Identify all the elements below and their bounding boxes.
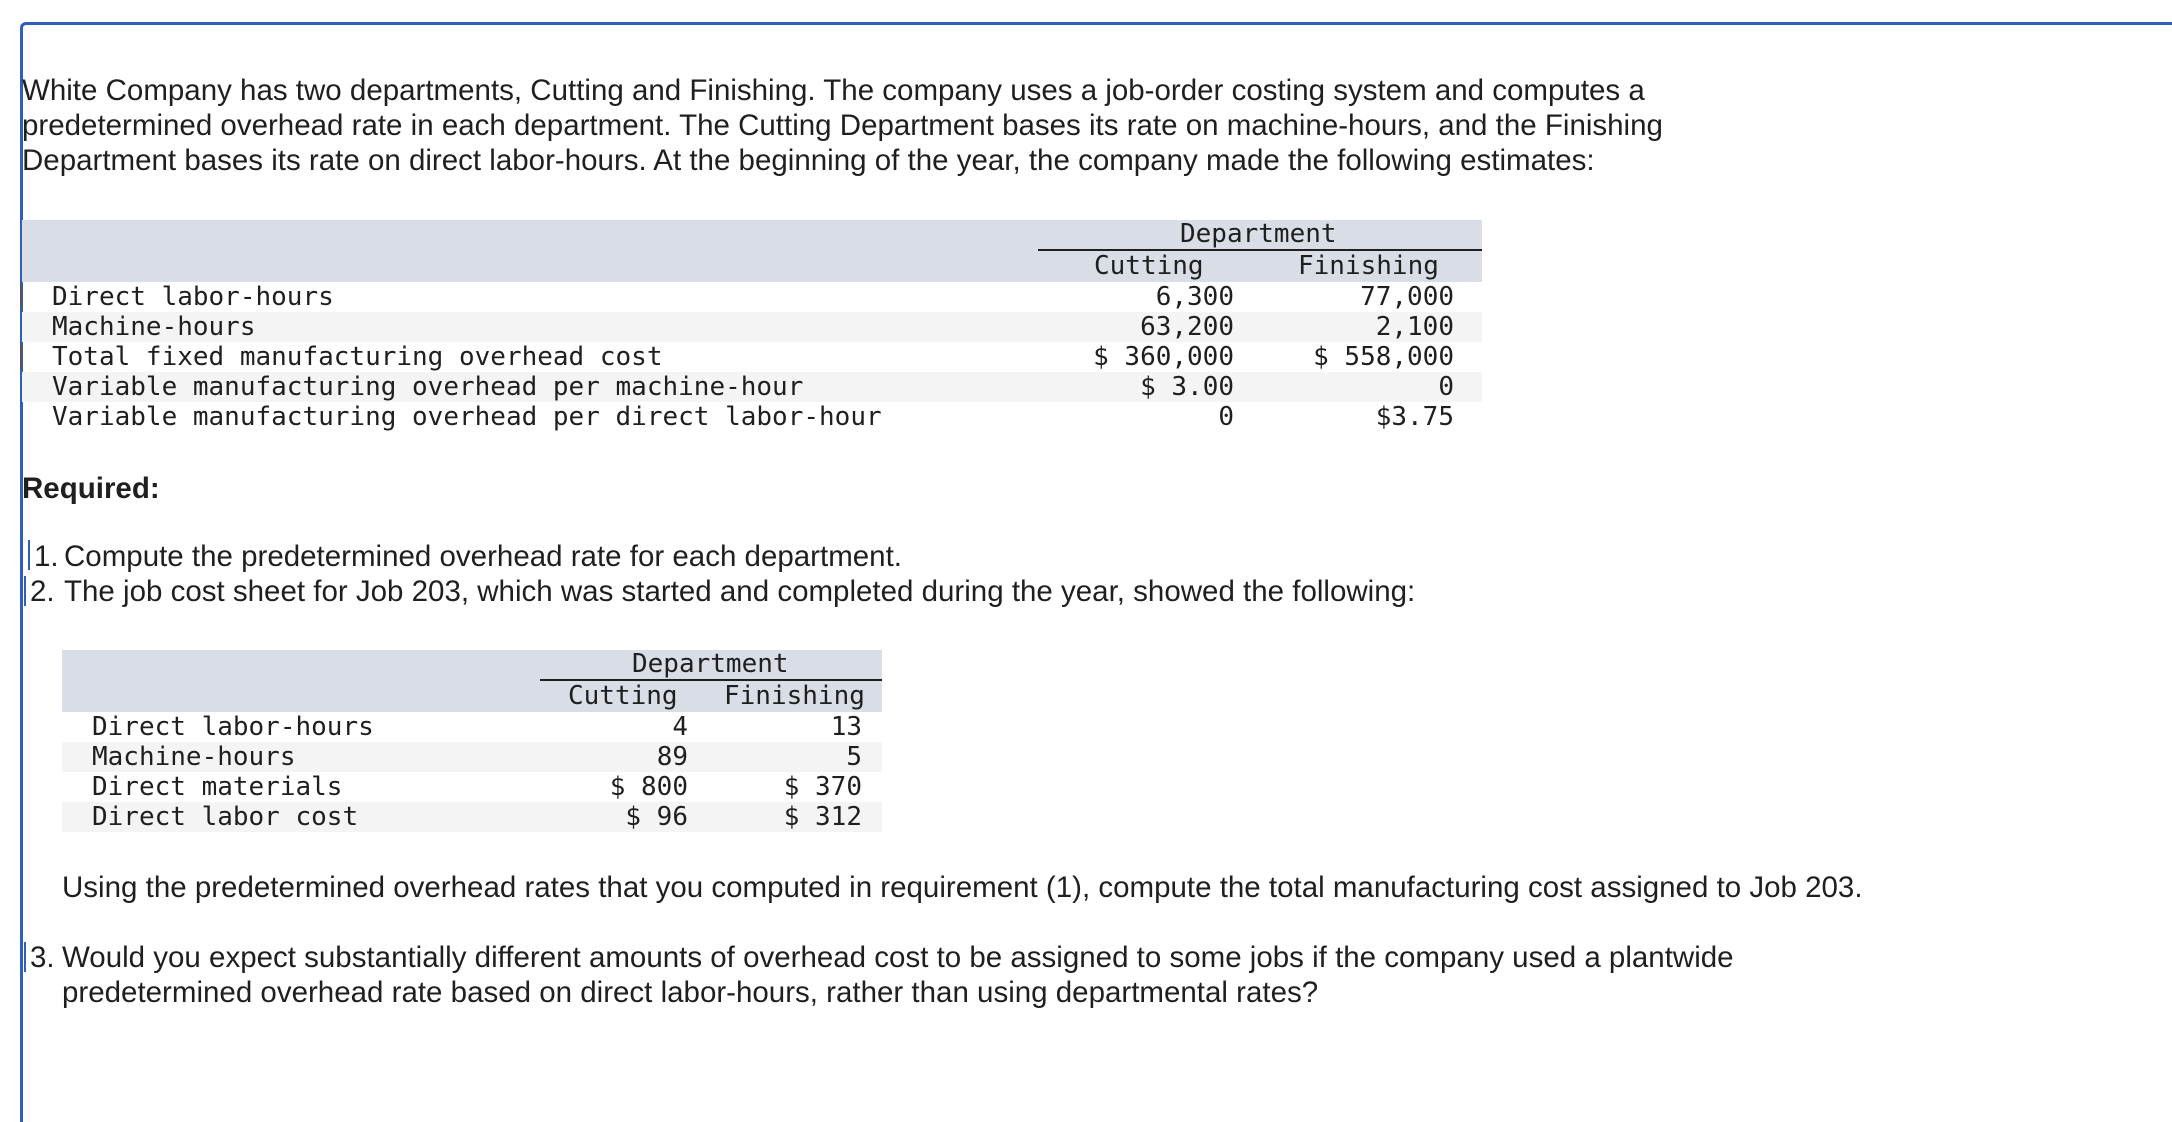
list-marker-bar [28, 540, 30, 570]
job-col-finishing: Finishing [724, 681, 865, 711]
requirement-1-number: 1. [34, 540, 59, 573]
finishing-value: $ 370 [783, 772, 862, 802]
job-203-table [62, 650, 882, 832]
estimates-group-header: Department [1180, 219, 1337, 249]
table-row [22, 312, 1482, 342]
finishing-value: 2,100 [1375, 312, 1454, 342]
cutting-value: 6,300 [1155, 282, 1234, 312]
row-label: Direct labor-hours [52, 282, 334, 312]
row-marker [20, 344, 22, 370]
finishing-value: $ 558,000 [1313, 342, 1454, 372]
requirement-3-text: Would you expect substantially different amounts of overhead cost to be assigned to some jobs if the company used a plantwide predetermined overhead rate based on direct labor-hours, rather than using departmental rates? [62, 941, 1734, 1009]
table-row [62, 712, 882, 742]
finishing-value: 5 [846, 742, 862, 772]
cutting-value: $ 96 [625, 802, 688, 832]
table-row [22, 402, 1482, 432]
list-marker-bar [24, 942, 26, 972]
table-row [22, 342, 1482, 372]
row-label: Direct labor-hours [92, 712, 374, 742]
table-row [62, 802, 882, 832]
job-col-cutting: Cutting [568, 681, 678, 711]
cutting-value: $ 3.00 [1140, 372, 1234, 402]
row-marker [20, 284, 22, 310]
cutting-value: 4 [672, 712, 688, 742]
job-group-header: Department [632, 649, 789, 679]
cutting-value: 89 [656, 742, 688, 772]
requirement-2-number: 2. [30, 575, 55, 608]
finishing-value: 77,000 [1360, 282, 1454, 312]
requirement-2-followup: Using the predetermined overhead rates that you computed in requirement (1), compute the total manufacturing cost assigned to Job 203. [62, 871, 1863, 904]
cutting-value: 63,200 [1140, 312, 1234, 342]
requirement-3-number: 3. [30, 941, 55, 974]
finishing-value: $ 312 [783, 802, 862, 832]
requirement-2-text: The job cost sheet for Job 203, which was started and completed during the year, showed the following: [64, 575, 1416, 608]
table-row [62, 772, 882, 802]
estimates-table [22, 220, 1482, 435]
row-label: Machine-hours [52, 312, 256, 342]
table-row [62, 742, 882, 772]
cutting-value: $ 360,000 [1093, 342, 1234, 372]
table-row [22, 282, 1482, 312]
required-heading: Required: [22, 472, 160, 505]
cutting-value: $ 800 [609, 772, 688, 802]
requirement-2 [30, 574, 1930, 609]
finishing-value: 13 [830, 712, 862, 742]
intro-paragraph: White Company has two departments, Cutting and Finishing. The company uses a job-order costing system and computes a predetermined overhead rate in each department. The Cutting Department bases its rate on machine-hours, and the Finishing Department bases its rate on direct labor-hours. At the beginning of the year, the company made the following estimates: [22, 74, 1663, 177]
finishing-value: $3.75 [1375, 402, 1454, 432]
row-label: Direct materials [92, 772, 343, 802]
finishing-value: 0 [1438, 372, 1454, 402]
row-label: Variable manufacturing overhead per direct labor-hour [52, 402, 882, 432]
row-label: Variable manufacturing overhead per machine-hour [52, 372, 804, 402]
estimates-col-finishing: Finishing [1298, 251, 1439, 281]
cutting-value: 0 [1218, 402, 1234, 432]
row-label: Direct labor cost [92, 802, 359, 832]
estimates-col-cutting: Cutting [1094, 251, 1204, 281]
requirement-3 [30, 940, 1930, 1010]
row-label: Machine-hours [92, 742, 296, 772]
requirement-1 [34, 539, 1934, 574]
row-label: Total fixed manufacturing overhead cost [52, 342, 663, 372]
requirement-1-text: Compute the predetermined overhead rate for each department. [64, 540, 902, 573]
table-row [22, 372, 1482, 402]
list-marker-bar [24, 576, 26, 606]
